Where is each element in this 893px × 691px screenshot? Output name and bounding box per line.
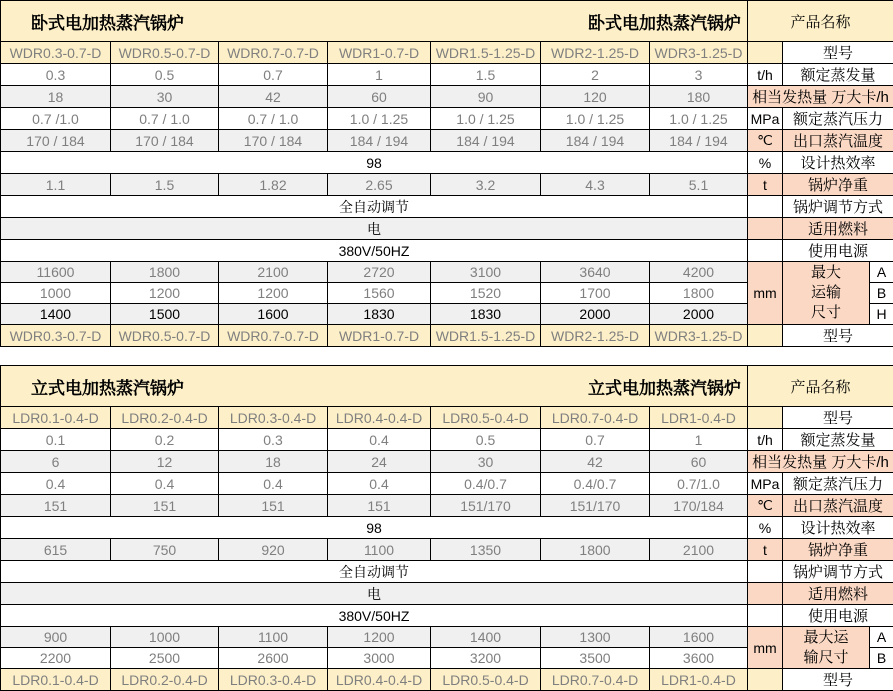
dim-value-cell: 3200 [431,648,541,669]
dim-value-cell: 1000 [1,283,111,304]
model-cell: LDR0.2-0.4-D [111,407,219,429]
model-cell: LDR0.3-0.4-D [219,669,328,691]
value-cell: 0.7 / 1.0 [219,108,328,130]
spec-row-rated-pressure [1,108,893,130]
value-cell: 0.3 [219,429,328,451]
dim-value-cell: 1800 [111,262,219,283]
row-label: 出口蒸汽温度 [783,495,893,517]
spec-row-outlet-temperature [1,495,893,517]
unit-cell: t/h [748,429,783,451]
row-label: 额定蒸发量 [783,64,893,86]
value-cell: 615 [1,539,111,561]
dim-value-cell: 3640 [541,262,650,283]
model-cell: WDR0.5-0.7-D [111,325,219,347]
dim-value-cell: 1300 [541,627,650,648]
value-cell: 151 [219,495,328,517]
model-cell: WDR0.7-0.7-D [219,325,328,347]
value-cell: 0.4 [219,473,328,495]
spec-row-equivalent-heat [1,86,893,108]
row-label: 锅炉调节方式 [783,196,893,218]
value-cell: 18 [1,86,111,108]
dim-value-cell: 3500 [541,648,650,669]
row-label-wide: 相当发热量 万大卡/h [748,86,893,108]
dim-value-cell: 1520 [431,283,541,304]
dim-value-cell: 1830 [431,304,541,325]
value-cell: 1 [328,64,431,86]
value-cell: 0.5 [111,64,219,86]
value-cell: 90 [431,86,541,108]
row-label: 适用燃料 [783,583,893,605]
dim-value-cell: 4200 [650,262,748,283]
dim-value-cell: 1560 [328,283,431,304]
unit-cell: MPa [748,473,783,495]
unit-cell [748,240,783,262]
spec-row-net-weight [1,539,893,561]
value-cell: 151/170 [431,495,541,517]
value-cell: 1800 [541,539,650,561]
unit-cell-empty [748,669,783,691]
value-cell: 170 / 184 [1,130,111,152]
spec-row-rated-evaporation [1,64,893,86]
table-title-left: 卧式电加热蒸汽锅炉 [31,9,184,34]
value-cell: 18 [219,451,328,473]
dims-label-cell [783,262,870,325]
value-cell: 30 [111,86,219,108]
merged-value-cell: 380V/50HZ [1,605,748,627]
value-cell: 0.7/1.0 [650,473,748,495]
dim-value-cell: 11600 [1,262,111,283]
model-cell: WDR1.5-1.25-D [431,42,541,64]
model-cell: WDR3-1.25-D [650,42,748,64]
dim-sub-label: A [870,627,893,648]
row-label: 设计热效率 [783,152,893,174]
unit-cell [748,561,783,583]
spec-row-regulation-mode [1,196,893,218]
table-title-right: 卧式电加热蒸汽锅炉 [588,9,741,34]
unit-cell [748,583,783,605]
value-cell: 2.65 [328,174,431,196]
row-label: 出口蒸汽温度 [783,130,893,152]
dim-value-cell: 2500 [111,648,219,669]
value-cell: 6 [1,451,111,473]
spec-row-outlet-temperature [1,130,893,152]
table-title-left: 立式电加热蒸汽锅炉 [31,374,184,399]
unit-cell: ℃ [748,130,783,152]
value-cell: 184 / 194 [431,130,541,152]
value-cell: 2 [541,64,650,86]
dim-value-cell: 1200 [219,283,328,304]
dims-label-line: 最大运 [783,628,869,648]
spec-row-rated-evaporation [1,429,893,451]
dim-value-cell: 2200 [1,648,111,669]
dim-value-cell: 1400 [1,304,111,325]
unit-cell: t [748,174,783,196]
unit-cell: ℃ [748,495,783,517]
dim-value-cell: 3600 [650,648,748,669]
dims-label-cell [783,627,870,669]
spec-row-regulation-mode [1,561,893,583]
value-cell: 2100 [650,539,748,561]
model-cell: WDR3-1.25-D [650,325,748,347]
spec-row-design-efficiency [1,152,893,174]
value-cell: 151 [328,495,431,517]
dims-unit-cell: mm [748,262,783,325]
value-cell: 184 / 194 [541,130,650,152]
value-cell: 920 [219,539,328,561]
dims-label-line: 最大 [783,263,869,283]
dim-sub-label: A [870,262,893,283]
unit-cell: t [748,539,783,561]
model-cell: LDR0.1-0.4-D [1,407,111,429]
model-cell: WDR1.5-1.25-D [431,325,541,347]
model-cell: LDR0.1-0.4-D [1,669,111,691]
table-gap [0,347,893,365]
unit-cell: % [748,517,783,539]
value-cell: 5.1 [650,174,748,196]
model-cell: LDR0.5-0.4-D [431,407,541,429]
value-cell: 0.2 [111,429,219,451]
value-cell: 60 [650,451,748,473]
dim-row-A [1,627,893,648]
value-cell: 184 / 194 [650,130,748,152]
spec-row-applicable-fuel [1,218,893,240]
unit-cell [748,605,783,627]
dim-sub-label: B [870,283,893,304]
row-label: 适用燃料 [783,218,893,240]
value-cell: 1.0 / 1.25 [541,108,650,130]
dims-label-line: 输尺寸 [783,648,869,668]
dim-value-cell: 1600 [650,627,748,648]
value-cell: 170 / 184 [111,130,219,152]
value-cell: 1 [650,429,748,451]
value-cell: 151 [1,495,111,517]
spec-row-rated-pressure [1,473,893,495]
dim-value-cell: 900 [1,627,111,648]
model-row-label: 型号 [783,325,893,347]
value-cell: 151/170 [541,495,650,517]
dim-value-cell: 1100 [219,627,328,648]
row-label: 设计热效率 [783,517,893,539]
dims-unit-cell: mm [748,627,783,669]
value-cell: 0.4 [1,473,111,495]
merged-value-cell: 全自动调节 [1,561,748,583]
unit-cell: t/h [748,64,783,86]
product-name-header: 产品名称 [748,366,893,407]
model-cell: LDR0.5-0.4-D [431,669,541,691]
dim-sub-label: H [870,304,893,325]
value-cell: 60 [328,86,431,108]
value-cell: 0.7 [219,64,328,86]
row-label: 使用电源 [783,240,893,262]
unit-cell: % [748,152,783,174]
dim-value-cell: 2000 [650,304,748,325]
product-name-header: 产品名称 [748,1,893,42]
value-cell: 42 [541,451,650,473]
model-cell: LDR0.7-0.4-D [541,407,650,429]
spec-row-applicable-fuel [1,583,893,605]
model-cell: LDR1-0.4-D [650,407,748,429]
model-cell: WDR0.5-0.7-D [111,42,219,64]
dim-value-cell: 1700 [541,283,650,304]
value-cell: 0.4/0.7 [431,473,541,495]
value-cell: 151 [111,495,219,517]
row-label: 锅炉净重 [783,174,893,196]
unit-cell [748,196,783,218]
dim-value-cell: 3100 [431,262,541,283]
model-cell: LDR0.3-0.4-D [219,407,328,429]
model-row-label: 型号 [783,42,893,64]
value-cell: 0.7 / 1.0 [111,108,219,130]
merged-value-cell: 电 [1,218,748,240]
merged-value-cell: 全自动调节 [1,196,748,218]
value-cell: 1.82 [219,174,328,196]
unit-cell-empty [748,325,783,347]
value-cell: 750 [111,539,219,561]
value-cell: 170/184 [650,495,748,517]
value-cell: 0.7 [541,429,650,451]
row-label: 锅炉净重 [783,539,893,561]
dims-label-line: 尺寸 [783,303,869,323]
model-cell: LDR0.7-0.4-D [541,669,650,691]
value-cell: 42 [219,86,328,108]
model-cell: WDR2-1.25-D [541,325,650,347]
value-cell: 3 [650,64,748,86]
value-cell: 180 [650,86,748,108]
model-cell: WDR1-0.7-D [328,42,431,64]
model-cell: LDR1-0.4-D [650,669,748,691]
dim-value-cell: 1830 [328,304,431,325]
merged-value-cell: 380V/50HZ [1,240,748,262]
model-row [1,325,893,347]
row-label: 锅炉调节方式 [783,561,893,583]
value-cell: 30 [431,451,541,473]
model-cell: LDR0.2-0.4-D [111,669,219,691]
dim-value-cell: 1000 [111,627,219,648]
dims-label-line: 运输 [783,283,869,303]
value-cell: 0.4 [111,473,219,495]
spec-row-equivalent-heat [1,451,893,473]
dim-value-cell: 1400 [431,627,541,648]
spec-row-net-weight [1,174,893,196]
merged-value-cell: 电 [1,583,748,605]
model-row [1,42,893,64]
table-title-band [1,1,748,42]
dim-value-cell: 2720 [328,262,431,283]
dim-row-A [1,262,893,283]
dim-value-cell: 3000 [328,648,431,669]
model-cell: LDR0.4-0.4-D [328,669,431,691]
value-cell: 1.5 [111,174,219,196]
value-cell: 170 / 184 [219,130,328,152]
value-cell: 184 / 194 [328,130,431,152]
dim-value-cell: 1200 [111,283,219,304]
table-title-right: 立式电加热蒸汽锅炉 [588,374,741,399]
value-cell: 0.1 [1,429,111,451]
dim-value-cell: 1500 [111,304,219,325]
dim-value-cell: 2100 [219,262,328,283]
value-cell: 0.3 [1,64,111,86]
row-label: 额定蒸汽压力 [783,108,893,130]
value-cell: 0.7 /1.0 [1,108,111,130]
unit-cell [748,218,783,240]
spec-row-design-efficiency [1,517,893,539]
unit-cell-empty [748,42,783,64]
row-label-wide: 相当发热量 万大卡/h [748,451,893,473]
boiler-spec-table [0,365,893,691]
row-label: 额定蒸汽压力 [783,473,893,495]
value-cell: 24 [328,451,431,473]
value-cell: 1.5 [431,64,541,86]
value-cell: 4.3 [541,174,650,196]
value-cell: 1100 [328,539,431,561]
value-cell: 1.1 [1,174,111,196]
dim-value-cell: 1200 [328,627,431,648]
value-cell: 0.5 [431,429,541,451]
model-row [1,407,893,429]
model-cell: WDR2-1.25-D [541,42,650,64]
row-label: 额定蒸发量 [783,429,893,451]
title-row [1,1,893,42]
value-cell: 120 [541,86,650,108]
dim-value-cell: 2000 [541,304,650,325]
model-cell: WDR0.7-0.7-D [219,42,328,64]
value-cell: 1.0 / 1.25 [431,108,541,130]
unit-cell-empty [748,407,783,429]
model-cell: WDR0.3-0.7-D [1,325,111,347]
merged-value-cell: 98 [1,517,748,539]
model-row-label: 型号 [783,407,893,429]
value-cell: 3.2 [431,174,541,196]
value-cell: 0.4 [328,429,431,451]
model-cell: WDR0.3-0.7-D [1,42,111,64]
model-cell: LDR0.4-0.4-D [328,407,431,429]
dim-sub-label: B [870,648,893,669]
value-cell: 0.4 [328,473,431,495]
dim-value-cell: 1800 [650,283,748,304]
spec-row-power-supply [1,240,893,262]
table-title-band [1,366,748,407]
value-cell: 0.4/0.7 [541,473,650,495]
model-row-label: 型号 [783,669,893,691]
value-cell: 1350 [431,539,541,561]
merged-value-cell: 98 [1,152,748,174]
dim-value-cell: 2600 [219,648,328,669]
model-row [1,669,893,691]
row-label: 使用电源 [783,605,893,627]
unit-cell: MPa [748,108,783,130]
value-cell: 1.0 / 1.25 [328,108,431,130]
spec-row-power-supply [1,605,893,627]
value-cell: 1.0 / 1.25 [650,108,748,130]
model-cell: WDR1-0.7-D [328,325,431,347]
value-cell: 12 [111,451,219,473]
dim-value-cell: 1600 [219,304,328,325]
title-row [1,366,893,407]
